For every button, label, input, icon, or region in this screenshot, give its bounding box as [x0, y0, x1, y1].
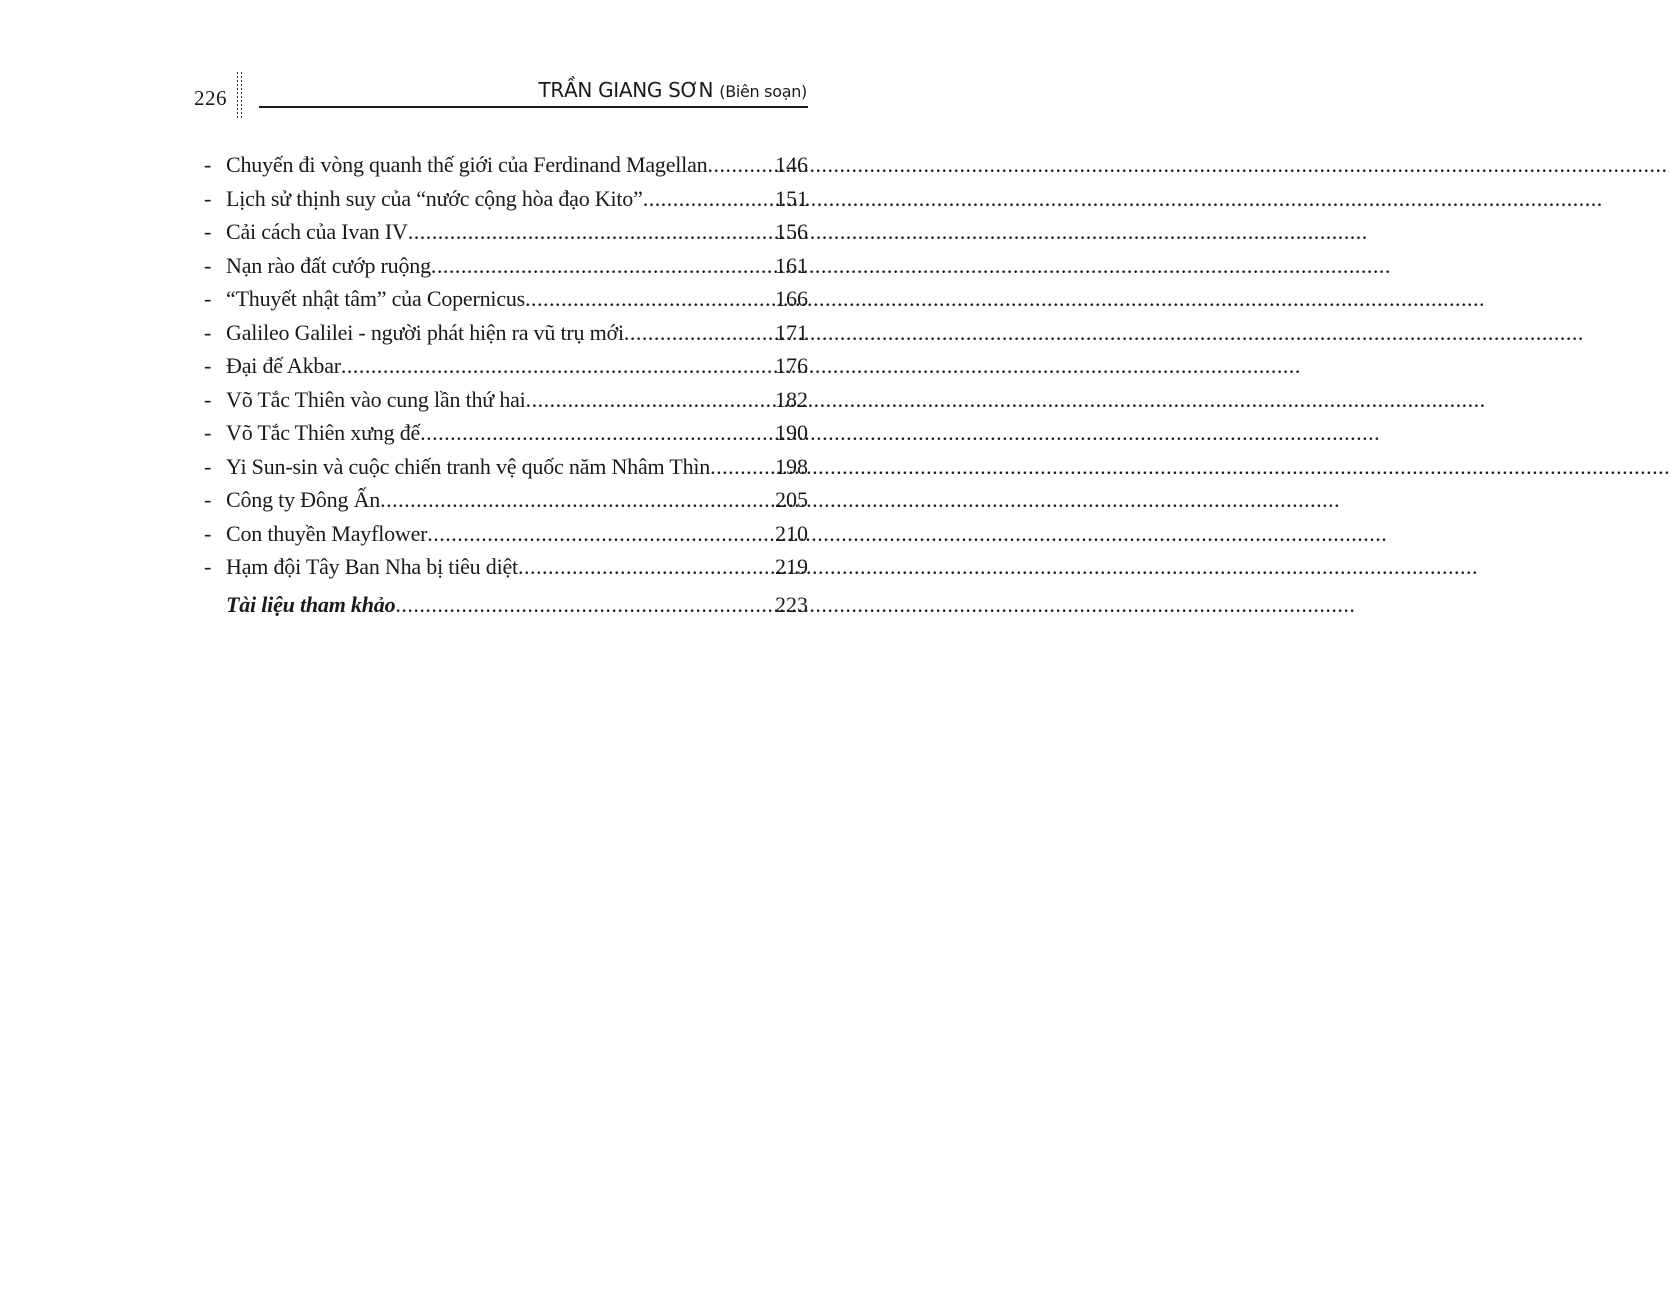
- dot-leader: [395, 588, 775, 622]
- dot-leader: [518, 550, 775, 584]
- toc-entry: [204, 483, 808, 517]
- dot-leader: [643, 182, 775, 216]
- toc-bullet: -: [204, 453, 212, 479]
- toc-entry: [204, 550, 808, 584]
- dot-leader: [525, 282, 775, 316]
- toc-entry-title: Hạm đội Tây Ban Nha bị tiêu diệt: [226, 554, 518, 579]
- toc-entry-title: Con thuyền Mayflower: [226, 520, 428, 546]
- page-number: 226: [194, 86, 227, 110]
- dot-leader: [431, 249, 775, 283]
- toc-entry-page: 151: [775, 185, 808, 211]
- author-role: (Biên soạn): [719, 82, 807, 101]
- dot-leader: [380, 483, 775, 517]
- toc-entry-page: 171: [775, 319, 808, 345]
- dot-leader: [341, 349, 775, 383]
- dot-leader: [710, 450, 775, 484]
- toc-entry-page: 161: [775, 252, 808, 278]
- toc-entry: [204, 517, 808, 551]
- dot-leader: [427, 517, 775, 551]
- dot-leader: [526, 383, 775, 417]
- toc-entry: [204, 249, 808, 283]
- toc-entry: [204, 416, 808, 450]
- dot-leader: [707, 148, 775, 182]
- toc-bullet: -: [204, 219, 212, 244]
- toc-entry-title: Lịch sử thịnh suy của “nước cộng hòa đạo Kito”: [226, 185, 643, 211]
- toc-entry: [204, 182, 808, 216]
- running-head: [538, 78, 807, 102]
- toc-bullet: -: [204, 353, 212, 378]
- toc-bullet: -: [204, 319, 212, 345]
- toc-entry-page: 205: [775, 487, 808, 512]
- toc-entry-title: Yi Sun-sin và cuộc chiến tranh vệ quốc năm Nhâm Thìn: [226, 453, 711, 479]
- dot-leader: [408, 215, 775, 249]
- toc-references-title: Tài liệu tham khảo: [226, 591, 396, 617]
- toc-entry-title: Nạn rào đất cướp ruộng: [226, 252, 431, 278]
- dot-leader: [420, 416, 775, 450]
- toc-entry-page: 156: [775, 219, 808, 244]
- toc-bullet: -: [204, 152, 212, 177]
- toc-entry-title: Chuyến đi vòng quanh thế giới của Ferdinand Magellan: [226, 152, 708, 177]
- toc-entry-references: [204, 588, 808, 622]
- toc-entry-title: Võ Tắc Thiên vào cung lần thứ hai: [226, 386, 526, 412]
- toc-entry: [204, 383, 808, 417]
- toc-entry-title: Đại đế Akbar: [226, 353, 341, 378]
- toc-bullet: -: [204, 185, 212, 211]
- toc-bullet: -: [204, 286, 212, 311]
- toc-bullet: -: [204, 554, 212, 579]
- toc-entry: [204, 215, 808, 249]
- toc-bullet: -: [204, 386, 212, 412]
- toc-entry-page: 219: [775, 554, 808, 579]
- header-rule: [259, 106, 808, 108]
- table-of-contents: [204, 148, 808, 621]
- toc-entry-page: 176: [775, 353, 808, 378]
- toc-entry-page: 190: [775, 420, 808, 445]
- toc-entry-title: Cải cách của Ivan IV: [226, 219, 408, 244]
- toc-bullet: -: [204, 420, 212, 445]
- toc-entry-page: 210: [775, 520, 808, 546]
- dot-leader: [624, 316, 775, 350]
- toc-entry: [204, 349, 808, 383]
- toc-bullet: -: [204, 252, 212, 278]
- toc-bullet: -: [204, 487, 212, 512]
- toc-entry-page: 198: [775, 453, 808, 479]
- toc-entry-page: 166: [775, 286, 808, 311]
- toc-entry: [204, 282, 808, 316]
- toc-entry: [204, 316, 808, 350]
- toc-entry-title: Công ty Đông Ấn: [226, 487, 381, 512]
- toc-bullet: -: [204, 520, 212, 546]
- header-divider: [236, 72, 244, 118]
- toc-references-page: 223: [775, 591, 808, 617]
- toc-entry-page: 182: [775, 386, 808, 412]
- toc-entry: [204, 450, 808, 484]
- toc-entry-title: Võ Tắc Thiên xưng đế: [226, 420, 421, 445]
- toc-entry: [204, 148, 808, 182]
- toc-entry-title: Galileo Galilei - người phát hiện ra vũ trụ mới: [226, 319, 624, 345]
- toc-entry-page: 146: [775, 152, 808, 177]
- toc-entry-title: “Thuyết nhật tâm” của Copernicus: [226, 286, 526, 311]
- author-name: TRẦN GIANG SƠN: [538, 78, 714, 102]
